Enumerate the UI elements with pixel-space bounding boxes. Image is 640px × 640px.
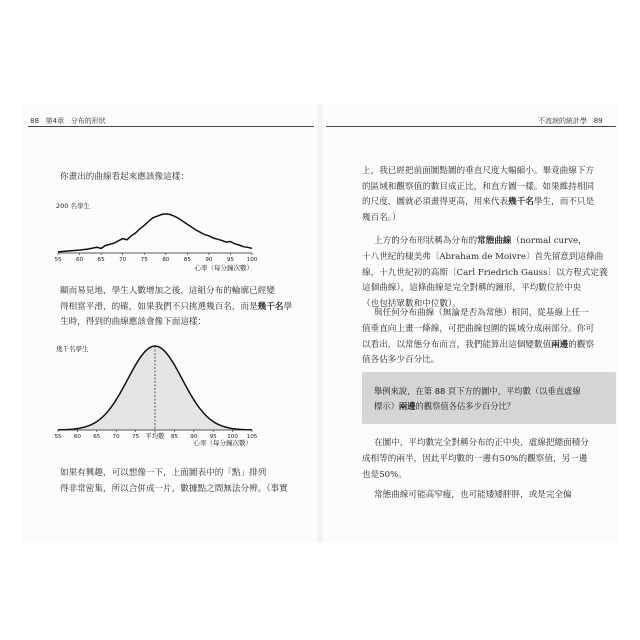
left-page-number: 88 <box>30 117 39 125</box>
right-book-title: 不流淚的統計學 <box>538 117 587 125</box>
right-p2-line4: 這個曲線），這條曲線是完全對稱的鐘形，平均數位於中央 <box>362 283 582 294</box>
chart1-tick-label: 100 <box>246 257 258 263</box>
chart2-tick-label: 55 <box>54 434 62 440</box>
right-p3-line1: 與任何分布曲線（無論是否為常態）相同，從基線上任一 <box>374 308 589 318</box>
right-p3-bold: 兩邊 <box>551 339 569 350</box>
right-p1-line2: 的區域和觀察值的數目成正比，和直方圖一樣。如果維持相同 <box>362 181 595 192</box>
left-chapter-title: 分布的形狀 <box>70 117 106 125</box>
right-p5-line1: 常態曲線可能高窄瘦，也可能矮矮胖胖，或是完全偏 <box>374 490 572 500</box>
chart2-tick-label: 70 <box>112 434 120 440</box>
chart2-tick-label: 65 <box>93 434 101 440</box>
right-p2-line5: （也包括眾數和中位數）。 <box>362 298 461 309</box>
chart1-tick-label: 80 <box>162 257 170 263</box>
right-p3-line2: 值垂直向上畫一條線，可把曲線包圍的區域分成兩部分。你可 <box>362 324 595 334</box>
right-paragraph-5 <box>374 488 572 504</box>
right-p4-line3: 也是50%。 <box>362 469 407 480</box>
example-callout-box <box>362 372 616 424</box>
chart2-mean-label: 平均數 <box>145 433 165 440</box>
right-paragraph-2-cont <box>362 250 608 312</box>
right-paragraph-4-cont <box>362 452 587 483</box>
left-p1-line2: 得相當平滑，的確，如果我們不只挑選幾百名，而是幾千名學 <box>60 301 293 312</box>
chart2-series-label: 幾千名學生 <box>56 345 89 353</box>
chart1-tick-label: 85 <box>183 257 191 263</box>
chart1-tick-label: 70 <box>119 257 127 263</box>
left-paragraph-1 <box>60 284 292 331</box>
right-header-rule <box>326 126 616 127</box>
left-p2-line1: 如果有興趣，可以想像一下，上面圖表中的「點」排列 <box>60 468 267 478</box>
chart2-tick-label: 90 <box>190 434 198 440</box>
left-paragraph-2 <box>60 466 288 497</box>
right-p2-line1: 上方的分布形狀稱為分布的常態曲線（normal curve， <box>374 236 587 246</box>
left-p1-bold: 幾千名 <box>257 301 284 312</box>
right-p2-line2: 十八世紀的棣美弗〔Abraham de Moivre〕首先留意到這條曲 <box>362 252 604 262</box>
right-paragraph-3-cont <box>362 322 594 369</box>
left-p2-line2: 得非常密集，所以合併成一片，數據點之間無法分辨。（事實 <box>60 483 288 494</box>
chart1-tick-label: 55 <box>54 257 62 263</box>
right-p3-line3: 以看出，以常態分布而言，我們能算出這個變數值兩邊的觀察 <box>362 339 595 350</box>
book-gutter <box>318 104 322 542</box>
chart1-x-label: 心率（每分鐘次數） <box>194 264 253 272</box>
left-page-header <box>30 116 106 126</box>
chart1-tick-label: 75 <box>140 257 148 263</box>
chart-200-students <box>50 195 260 273</box>
chart2-tick-label: 85 <box>170 434 178 440</box>
right-page-header <box>538 116 603 126</box>
chart2-tick-label: 60 <box>73 434 81 440</box>
left-header-rule <box>28 126 314 127</box>
chart2-tick-label: 105 <box>246 434 258 440</box>
left-p1-line3: 生時，得到的曲線應該會像下面這樣： <box>60 317 207 328</box>
right-p1-bold: 幾千名 <box>508 197 534 208</box>
chart1-tick-label: 95 <box>226 257 235 263</box>
chart1-distribution-line <box>58 214 252 252</box>
right-paragraph-4 <box>374 436 589 452</box>
right-paragraph-3 <box>374 306 589 322</box>
right-p1-line4: 幾百名。） <box>362 212 401 223</box>
right-p1-line1: 上，我已經把前面圖點圖的垂直尺度大幅縮小。畢竟曲線下方 <box>362 166 595 176</box>
chart2-tick-label: 75 <box>132 434 140 440</box>
chart1-tick-label: 65 <box>97 257 105 263</box>
chart2-x-label: 心率（每分鐘次數） <box>193 439 252 447</box>
right-p2-bold: 常態曲線 <box>477 236 512 246</box>
right-paragraph-2 <box>374 234 587 250</box>
left-p1-line1: 顯而易見地，學生人數增加之後，這組分布的輪廓已經變 <box>60 286 275 296</box>
chart1-tick-label: 90 <box>205 257 213 263</box>
right-p2-line3: 線，十九世紀初的高斯〔Carl Friedrich Gauss〕以方程式定義 <box>362 267 608 278</box>
right-p1-line3: 的尺度，圖就必須畫得更高，用來代表幾千名學生，而不只是 <box>362 197 595 208</box>
chart-thousands-students <box>50 338 260 450</box>
callout-bold: 兩邊 <box>398 401 416 411</box>
left-intro-text: 你畫出的曲線看起來應該像這樣： <box>60 172 189 182</box>
chart2-tick-label: 95 <box>209 434 217 440</box>
right-p4-line1: 在圖中，平均數完全對稱分布的正中央，虛線把總面積分 <box>374 438 589 448</box>
right-p4-line2: 成相等的兩半，因此平均數的一邊有50%的觀察值，另一邊 <box>362 454 588 464</box>
right-paragraph-1 <box>362 164 594 226</box>
chart2-tick-label: 100 <box>227 434 238 440</box>
right-page-number: 89 <box>593 117 603 125</box>
left-chapter-label: 第4章 <box>45 117 65 125</box>
chart1-tick-label: 60 <box>75 257 84 263</box>
chart1-series-label: 200 名學生 <box>56 202 90 210</box>
callout-text: 舉例來說，在第 88 頁下方的圖中，平均數（以垂直虛線 標示）兩邊的觀察值各佔多少百分比？ <box>374 386 581 411</box>
callout-line1: 舉例來說，在第 88 頁下方的圖中，平均數（以垂直虛線 <box>374 386 581 396</box>
right-p3-line4: 值各佔多少百分比。 <box>362 355 440 366</box>
